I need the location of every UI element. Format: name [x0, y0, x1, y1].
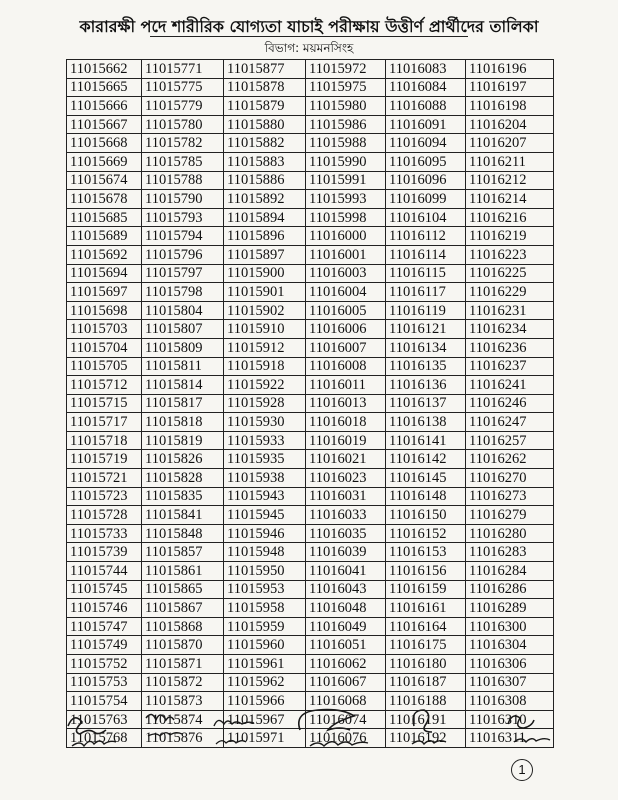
roll-number-cell: 11016067 — [306, 673, 386, 692]
table-row — [67, 208, 554, 227]
roll-number-cell: 11015878 — [224, 78, 306, 97]
signature-4 — [290, 700, 390, 758]
roll-number-cell: 11015902 — [224, 301, 306, 320]
roll-number-cell: 11016117 — [386, 283, 466, 302]
roll-number-cell: 11016041 — [306, 562, 386, 581]
roll-number-cell: 11016286 — [466, 580, 554, 599]
roll-number-cell: 11016175 — [386, 636, 466, 655]
roll-number-cell: 11015935 — [224, 450, 306, 469]
roll-number-cell: 11015692 — [67, 245, 142, 264]
roll-number-cell: 11016223 — [466, 245, 554, 264]
roll-number-cell: 11016152 — [386, 524, 466, 543]
roll-number-cell: 11016211 — [466, 152, 554, 171]
signature-2 — [140, 704, 200, 750]
roll-number-cell: 11015967 — [224, 710, 306, 729]
table-row — [67, 413, 554, 432]
roll-number-cell: 11015715 — [67, 394, 142, 413]
roll-number-cell: 11016156 — [386, 562, 466, 581]
roll-number-cell: 11015938 — [224, 469, 306, 488]
roll-number-cell: 11016096 — [386, 171, 466, 190]
roll-number-cell: 11015959 — [224, 617, 306, 636]
roll-number-cell: 11016214 — [466, 190, 554, 209]
roll-number-cell: 11015894 — [224, 208, 306, 227]
roll-number-cell: 11016138 — [386, 413, 466, 432]
roll-number-cell: 11015753 — [67, 673, 142, 692]
roll-number-cell: 11016231 — [466, 301, 554, 320]
table-row — [67, 190, 554, 209]
roll-number-cell: 11016192 — [386, 729, 466, 748]
roll-number-cell: 11015746 — [67, 599, 142, 618]
roll-number-cell: 11015817 — [142, 394, 224, 413]
roll-number-cell: 11016236 — [466, 338, 554, 357]
table-row — [67, 171, 554, 190]
roll-number-cell: 11016164 — [386, 617, 466, 636]
roll-number-cell: 11016212 — [466, 171, 554, 190]
roll-number-cell: 11015975 — [306, 78, 386, 97]
roll-number-cell: 11015712 — [67, 376, 142, 395]
roll-number-cell: 11016094 — [386, 134, 466, 153]
roll-number-cell: 11016091 — [386, 115, 466, 134]
roll-number-cell: 11015922 — [224, 376, 306, 395]
table-row — [67, 394, 554, 413]
page-title: কারারক্ষী পদে শারীরিক যোগ্যতা যাচাই পরীক্ষায় উত্তীর্ণ প্রার্থীদের তালিকা — [79, 17, 539, 36]
roll-number-cell: 11015728 — [67, 506, 142, 525]
roll-number-cell: 11015804 — [142, 301, 224, 320]
roll-number-cell: 11016270 — [466, 469, 554, 488]
roll-number-cell: 11016289 — [466, 599, 554, 618]
table-row — [67, 599, 554, 618]
roll-number-cell: 11016308 — [466, 692, 554, 711]
roll-number-cell: 11015745 — [67, 580, 142, 599]
roll-number-cell: 11015723 — [67, 487, 142, 506]
roll-number-cell: 11016284 — [466, 562, 554, 581]
roll-number-cell: 11016187 — [386, 673, 466, 692]
roll-number-cell: 11015717 — [67, 413, 142, 432]
roll-number-cell: 11015733 — [67, 524, 142, 543]
roll-number-cell: 11015848 — [142, 524, 224, 543]
roll-number-cell: 11016011 — [306, 376, 386, 395]
roll-number-cell: 11016204 — [466, 115, 554, 134]
roll-number-cell: 11015798 — [142, 283, 224, 302]
roll-number-cell: 11015930 — [224, 413, 306, 432]
title-underline — [150, 36, 468, 37]
roll-number-cell: 11015874 — [142, 710, 224, 729]
roll-number-cell: 11015790 — [142, 190, 224, 209]
table-row — [67, 617, 554, 636]
roll-number-cell: 11016150 — [386, 506, 466, 525]
roll-number-cell: 11016023 — [306, 469, 386, 488]
roll-number-cell: 11016115 — [386, 264, 466, 283]
roll-number-cell: 11016000 — [306, 227, 386, 246]
roll-number-cell: 11015780 — [142, 115, 224, 134]
roll-number-cell: 11016007 — [306, 338, 386, 357]
roll-number-cell: 11016136 — [386, 376, 466, 395]
roll-number-cell: 11015814 — [142, 376, 224, 395]
roll-number-cell: 11016095 — [386, 152, 466, 171]
roll-number-cell: 11016048 — [306, 599, 386, 618]
roll-number-cell: 11015828 — [142, 469, 224, 488]
roll-number-cell: 11015794 — [142, 227, 224, 246]
roll-number-cell: 11016148 — [386, 487, 466, 506]
roll-number-cell: 11015871 — [142, 655, 224, 674]
roll-number-cell: 11015961 — [224, 655, 306, 674]
roll-number-cell: 11016237 — [466, 357, 554, 376]
roll-number-cell: 11015694 — [67, 264, 142, 283]
roll-number-cell: 11015962 — [224, 673, 306, 692]
roll-number-cell: 11015857 — [142, 543, 224, 562]
signatures-area — [0, 700, 618, 760]
roll-number-cell: 11016001 — [306, 245, 386, 264]
table-row — [67, 636, 554, 655]
roll-number-cell: 11016135 — [386, 357, 466, 376]
roll-number-cell: 11016247 — [466, 413, 554, 432]
roll-number-cell: 11015807 — [142, 320, 224, 339]
roll-number-cell: 11016099 — [386, 190, 466, 209]
table-row — [67, 543, 554, 562]
roll-number-cell: 11016142 — [386, 450, 466, 469]
roll-number-cell: 11016013 — [306, 394, 386, 413]
roll-number-cell: 11015665 — [67, 78, 142, 97]
roll-number-cell: 11015698 — [67, 301, 142, 320]
signature-3 — [208, 708, 268, 754]
roll-number-cell: 11015826 — [142, 450, 224, 469]
roll-number-cell: 11015705 — [67, 357, 142, 376]
roll-number-cell: 11016043 — [306, 580, 386, 599]
roll-number-cell: 11015986 — [306, 115, 386, 134]
roll-number-cell: 11016273 — [466, 487, 554, 506]
roll-number-cell: 11015960 — [224, 636, 306, 655]
table-row — [67, 376, 554, 395]
roll-number-cell: 11015775 — [142, 78, 224, 97]
roll-number-cell: 11015782 — [142, 134, 224, 153]
roll-number-cell: 11015988 — [306, 134, 386, 153]
roll-number-cell: 11016084 — [386, 78, 466, 97]
roll-number-cell: 11015797 — [142, 264, 224, 283]
roll-number-cell: 11016279 — [466, 506, 554, 525]
roll-number-cell: 11015697 — [67, 283, 142, 302]
roll-number-cell: 11015990 — [306, 152, 386, 171]
roll-number-cell: 11015912 — [224, 338, 306, 357]
table-row — [67, 301, 554, 320]
table-row — [67, 245, 554, 264]
roll-number-cell: 11015719 — [67, 450, 142, 469]
roll-number-cell: 11015945 — [224, 506, 306, 525]
table-row — [67, 431, 554, 450]
roll-number-cell: 11015718 — [67, 431, 142, 450]
roll-number-cell: 11016207 — [466, 134, 554, 153]
table-row — [67, 487, 554, 506]
roll-number-cell: 11016003 — [306, 264, 386, 283]
roll-number-cell: 11016088 — [386, 97, 466, 116]
signature-6 — [498, 704, 578, 754]
roll-number-cell: 11015958 — [224, 599, 306, 618]
roll-number-cell: 11016005 — [306, 301, 386, 320]
table-row — [67, 60, 554, 79]
roll-number-cell: 11015754 — [67, 692, 142, 711]
roll-number-cell: 11015669 — [67, 152, 142, 171]
roll-number-cell: 11016141 — [386, 431, 466, 450]
roll-number-cell: 11016311 — [466, 729, 554, 748]
roll-number-cell: 11015897 — [224, 245, 306, 264]
roll-number-cell: 11015674 — [67, 171, 142, 190]
roll-number-cell: 11016161 — [386, 599, 466, 618]
roll-number-cell: 11016006 — [306, 320, 386, 339]
roll-number-cell: 11015771 — [142, 60, 224, 79]
table-row — [67, 97, 554, 116]
roll-number-cell: 11016119 — [386, 301, 466, 320]
roll-number-cell: 11016188 — [386, 692, 466, 711]
roll-number-cell: 11016121 — [386, 320, 466, 339]
signature-1 — [62, 708, 142, 758]
roll-number-cell: 11016310 — [466, 710, 554, 729]
roll-number-cell: 11015877 — [224, 60, 306, 79]
roll-number-cell: 11016104 — [386, 208, 466, 227]
table-row — [67, 357, 554, 376]
roll-number-cell: 11015703 — [67, 320, 142, 339]
table-row — [67, 562, 554, 581]
roll-number-cell: 11015872 — [142, 673, 224, 692]
roll-number-cell: 11016021 — [306, 450, 386, 469]
roll-number-cell: 11016035 — [306, 524, 386, 543]
roll-number-cell: 11015868 — [142, 617, 224, 636]
roll-number-cell: 11016197 — [466, 78, 554, 97]
roll-number-cell: 11016137 — [386, 394, 466, 413]
roll-number-cell: 11015763 — [67, 710, 142, 729]
roll-number-cell: 11016306 — [466, 655, 554, 674]
roll-number-cell: 11016018 — [306, 413, 386, 432]
roll-number-cell: 11015950 — [224, 562, 306, 581]
table-row — [67, 320, 554, 339]
roll-number-cell: 11015910 — [224, 320, 306, 339]
roll-number-cell: 11015873 — [142, 692, 224, 711]
roll-number-cell: 11016114 — [386, 245, 466, 264]
roll-number-cell: 11015896 — [224, 227, 306, 246]
roll-number-cell: 11015865 — [142, 580, 224, 599]
roll-number-cell: 11016112 — [386, 227, 466, 246]
roll-number-cell: 11015793 — [142, 208, 224, 227]
roll-number-cell: 11015993 — [306, 190, 386, 209]
roll-number-cell: 11015971 — [224, 729, 306, 748]
roll-number-cell: 11015662 — [67, 60, 142, 79]
table-row — [67, 469, 554, 488]
roll-number-cell: 11016300 — [466, 617, 554, 636]
table-row — [67, 338, 554, 357]
roll-number-cell: 11015933 — [224, 431, 306, 450]
table-row — [67, 283, 554, 302]
roll-number-cell: 11016074 — [306, 710, 386, 729]
table-row — [67, 655, 554, 674]
roll-number-cell: 11015721 — [67, 469, 142, 488]
roll-number-cell: 11015991 — [306, 171, 386, 190]
roll-number-cell: 11016216 — [466, 208, 554, 227]
roll-number-cell: 11016145 — [386, 469, 466, 488]
roll-number-cell: 11015747 — [67, 617, 142, 636]
roll-number-cell: 11015739 — [67, 543, 142, 562]
roll-number-cell: 11016180 — [386, 655, 466, 674]
roll-number-cell: 11016039 — [306, 543, 386, 562]
roll-number-cell: 11016008 — [306, 357, 386, 376]
roll-number-cell: 11015779 — [142, 97, 224, 116]
division-subtitle: বিভাগ: ময়মনসিংহ — [264, 41, 354, 55]
signature-5 — [402, 700, 472, 756]
roll-number-cell: 11016304 — [466, 636, 554, 655]
page-number: 1 — [511, 759, 533, 781]
roll-number-cell: 11015796 — [142, 245, 224, 264]
table-row — [67, 134, 554, 153]
roll-number-cell: 11016225 — [466, 264, 554, 283]
table-body — [67, 60, 554, 748]
roll-number-cell: 11015998 — [306, 208, 386, 227]
roll-number-cell: 11015749 — [67, 636, 142, 655]
roll-number-cell: 11015752 — [67, 655, 142, 674]
table-row — [67, 227, 554, 246]
roll-number-cell: 11016062 — [306, 655, 386, 674]
roll-number-cell: 11016049 — [306, 617, 386, 636]
roll-number-cell: 11016234 — [466, 320, 554, 339]
roll-number-cell: 11015870 — [142, 636, 224, 655]
roll-number-cell: 11016262 — [466, 450, 554, 469]
roll-number-cell: 11016031 — [306, 487, 386, 506]
roll-number-cell: 11015879 — [224, 97, 306, 116]
roll-number-cell: 11015892 — [224, 190, 306, 209]
roll-number-cell: 11015835 — [142, 487, 224, 506]
roll-number-cell: 11015972 — [306, 60, 386, 79]
roll-number-cell: 11015666 — [67, 97, 142, 116]
roll-number-cell: 11015667 — [67, 115, 142, 134]
roll-number-cell: 11016246 — [466, 394, 554, 413]
roll-number-cell: 11015918 — [224, 357, 306, 376]
roll-number-cell: 11016076 — [306, 729, 386, 748]
roll-number-cell: 11015980 — [306, 97, 386, 116]
roll-number-cell: 11015876 — [142, 729, 224, 748]
roll-number-cell: 11015809 — [142, 338, 224, 357]
roll-number-table — [66, 59, 554, 748]
roll-number-cell: 11016257 — [466, 431, 554, 450]
roll-number-cell: 11016033 — [306, 506, 386, 525]
roll-number-cell: 11015668 — [67, 134, 142, 153]
roll-number-cell: 11015811 — [142, 357, 224, 376]
roll-number-cell: 11016196 — [466, 60, 554, 79]
table-row — [67, 78, 554, 97]
table-row — [67, 524, 554, 543]
roll-number-cell: 11015819 — [142, 431, 224, 450]
roll-number-cell: 11015788 — [142, 171, 224, 190]
roll-number-cell: 11015886 — [224, 171, 306, 190]
roll-number-cell: 11015678 — [67, 190, 142, 209]
roll-number-cell: 11015882 — [224, 134, 306, 153]
roll-number-cell: 11015841 — [142, 506, 224, 525]
roll-number-cell: 11016198 — [466, 97, 554, 116]
table-row — [67, 580, 554, 599]
roll-number-cell: 11016307 — [466, 673, 554, 692]
roll-number-cell: 11015928 — [224, 394, 306, 413]
roll-number-cell: 11015901 — [224, 283, 306, 302]
roll-number-cell: 11015785 — [142, 152, 224, 171]
roll-number-cell: 11015948 — [224, 543, 306, 562]
roll-number-cell: 11015689 — [67, 227, 142, 246]
table-row — [67, 115, 554, 134]
table-row — [67, 673, 554, 692]
roll-number-cell: 11016153 — [386, 543, 466, 562]
roll-number-cell: 11015900 — [224, 264, 306, 283]
roll-number-cell: 11015768 — [67, 729, 142, 748]
table-row — [67, 450, 554, 469]
roll-number-cell: 11015704 — [67, 338, 142, 357]
roll-number-cell: 11016241 — [466, 376, 554, 395]
roll-number-cell: 11016004 — [306, 283, 386, 302]
roll-number-cell: 11016229 — [466, 283, 554, 302]
roll-number-cell: 11016134 — [386, 338, 466, 357]
roll-number-cell: 11015818 — [142, 413, 224, 432]
roll-number-cell: 11015953 — [224, 580, 306, 599]
roll-number-cell: 11016280 — [466, 524, 554, 543]
roll-number-cell: 11015880 — [224, 115, 306, 134]
roll-number-cell: 11015744 — [67, 562, 142, 581]
table-row — [67, 152, 554, 171]
roll-number-cell: 11015861 — [142, 562, 224, 581]
roll-number-cell: 11016191 — [386, 710, 466, 729]
roll-number-cell: 11016159 — [386, 580, 466, 599]
roll-number-cell: 11016051 — [306, 636, 386, 655]
roll-number-cell: 11016068 — [306, 692, 386, 711]
roll-number-cell: 11015943 — [224, 487, 306, 506]
roll-number-cell: 11015867 — [142, 599, 224, 618]
roll-number-cell: 11016083 — [386, 60, 466, 79]
roll-number-cell: 11016283 — [466, 543, 554, 562]
roll-number-cell: 11015946 — [224, 524, 306, 543]
table-row — [67, 506, 554, 525]
roll-number-cell: 11015883 — [224, 152, 306, 171]
roll-number-cell: 11015966 — [224, 692, 306, 711]
roll-number-cell: 11015685 — [67, 208, 142, 227]
roll-number-cell: 11016219 — [466, 227, 554, 246]
roll-number-cell: 11016019 — [306, 431, 386, 450]
table-row — [67, 264, 554, 283]
